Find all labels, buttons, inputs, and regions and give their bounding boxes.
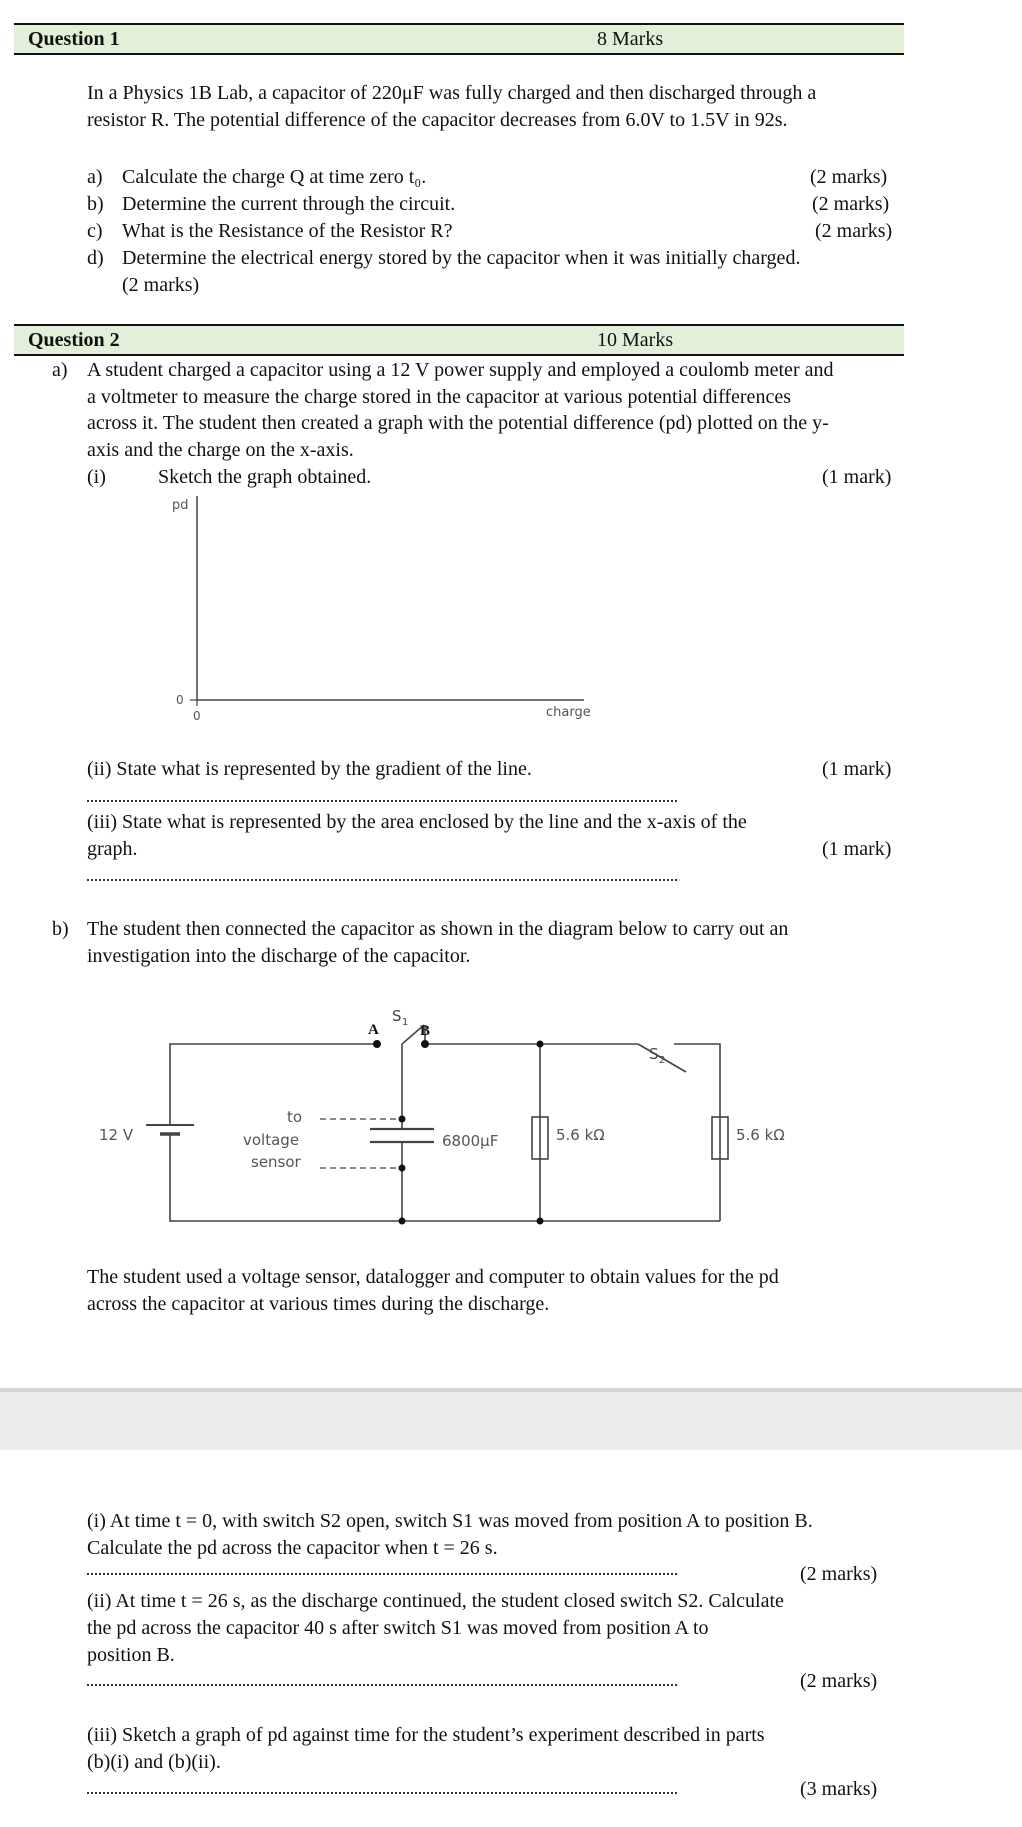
graph-y-zero: 0 [176, 693, 184, 707]
q1-item-c-marks: (2 marks) [815, 220, 893, 242]
q1-item-c-text: What is the Resistance of the Resistor R? [122, 220, 453, 242]
switch-s2-label: S [649, 1045, 659, 1063]
q2-a-iii-marks: (1 mark) [822, 838, 892, 860]
q2-a-line-3: across it. The student then created a graph with the potential difference (pd) plotted on the y- [87, 412, 829, 434]
pd-charge-graph [160, 490, 600, 730]
q1-intro-line-2: resistor R. The potential difference of the capacitor decreases from 6.0V to 1.5V in 92s. [87, 109, 788, 131]
switch-s2-subscript: 2 [659, 1055, 666, 1066]
switch-s1-subscript: 1 [402, 1017, 409, 1028]
question-1-header [14, 23, 904, 55]
q2-a-i-text: Sketch the graph obtained. [158, 466, 372, 488]
q2-b-ii-line-1: (ii) At time t = 26 s, as the discharge continued, the student closed switch S2. Calculate [87, 1590, 784, 1612]
switch-terminal-b [421, 1040, 429, 1048]
answer-line [87, 800, 677, 802]
q2-a-line-1: A student charged a capacitor using a 12 V power supply and employed a coulomb meter and [87, 359, 834, 381]
q2-part-a-label: a) [52, 359, 68, 381]
question-1-title: Question 1 [28, 28, 120, 50]
q1-item-d-text: Determine the electrical energy stored by the capacitor when it was initially charged. [122, 247, 801, 269]
q2-b-line-2: investigation into the discharge of the capacitor. [87, 945, 471, 967]
q2-b-i-line-2: Calculate the pd across the capacitor when t = 26 s. [87, 1537, 498, 1559]
q2-a-iii-line-1: (iii) State what is represented by the area enclosed by the line and the x-axis of the [87, 811, 747, 833]
resistor-1-label: 5.6 kΩ [556, 1126, 605, 1144]
junction-dot [537, 1041, 544, 1048]
q2-a-ii-marks: (1 mark) [822, 758, 892, 780]
position-b-label: B [420, 1023, 431, 1039]
q1-item-b-marks: (2 marks) [812, 193, 890, 215]
answer-line [87, 1792, 677, 1794]
junction-dot [399, 1218, 406, 1225]
q1-item-b-text: Determine the current through the circuit. [122, 193, 456, 215]
q1-item-b-label: b) [87, 193, 104, 215]
q1-item-d-marks: (2 marks) [122, 274, 200, 296]
supply-label: 12 V [99, 1126, 134, 1144]
q2-a-line-2: a voltmeter to measure the charge stored in the capacitor at various potential differences [87, 386, 791, 408]
sensor-label-sensor: sensor [251, 1153, 301, 1171]
switch-s1-label: S [392, 1007, 402, 1025]
graph-y-label: pd [172, 498, 189, 513]
question-2-marks: 10 Marks [597, 329, 674, 351]
q2-b-ii-line-3: position B. [87, 1644, 175, 1666]
q1-item-c-label: c) [87, 220, 103, 242]
q1-item-a-label: a) [87, 166, 103, 188]
q2-a-line-4: axis and the charge on the x-axis. [87, 439, 354, 461]
position-a-label: A [368, 1022, 379, 1038]
page-separator [0, 1388, 1022, 1450]
answer-line [87, 1684, 677, 1686]
q2-a-i-marks: (1 mark) [822, 466, 892, 488]
capacitor-label: 6800μF [442, 1132, 499, 1150]
q1-item-a-marks: (2 marks) [810, 166, 888, 188]
question-2-header [14, 324, 904, 356]
q1-intro-line-1: In a Physics 1B Lab, a capacitor of 220μF was fully charged and then discharged through a [87, 82, 817, 104]
q2-b-iii-line-1: (iii) Sketch a graph of pd against time for the student’s experiment described in parts [87, 1724, 765, 1746]
graph-x-zero: 0 [193, 709, 201, 723]
q2-a-ii-text: (ii) State what is represented by the gradient of the line. [87, 758, 532, 780]
q1-item-a-text: Calculate the charge Q at time zero t₀. [122, 166, 427, 188]
q2-sensor-line-1: The student used a voltage sensor, datalogger and computer to obtain values for the pd [87, 1266, 779, 1288]
wire-b-to-r1 [425, 1025, 540, 1221]
junction-dot [399, 1116, 406, 1123]
q2-b-iii-marks: (3 marks) [800, 1778, 878, 1800]
wire-top-left [170, 1044, 377, 1125]
sensor-label-to: to [287, 1108, 303, 1126]
wire-s2-to-r2 [674, 1044, 720, 1221]
q2-b-line-1: The student then connected the capacitor as shown in the diagram below to carry out an [87, 918, 789, 940]
q2-b-i-marks: (2 marks) [800, 1563, 878, 1585]
discharge-circuit-diagram [80, 995, 820, 1240]
graph-x-label: charge [546, 705, 591, 720]
answer-line [87, 1573, 677, 1575]
q2-part-b-label: b) [52, 918, 69, 940]
question-1-marks: 8 Marks [597, 28, 664, 50]
junction-dot [399, 1165, 406, 1172]
q2-b-iii-line-2: (b)(i) and (b)(ii). [87, 1751, 221, 1773]
switch-terminal-a [373, 1040, 381, 1048]
q2-sensor-line-2: across the capacitor at various times during the discharge. [87, 1293, 550, 1315]
q1-item-d-label: d) [87, 247, 104, 269]
answer-line [87, 879, 677, 881]
q2-b-i-line-1: (i) At time t = 0, with switch S2 open, switch S1 was moved from position A to position B. [87, 1510, 813, 1532]
q2-b-ii-line-2: the pd across the capacitor 40 s after switch S1 was moved from position A to [87, 1617, 709, 1639]
question-2-title: Question 2 [28, 329, 120, 351]
q2-a-iii-line-2: graph. [87, 838, 138, 860]
resistor-2-label: 5.6 kΩ [736, 1126, 785, 1144]
q2-b-ii-marks: (2 marks) [800, 1670, 878, 1692]
q2-a-i-label: (i) [87, 466, 106, 488]
junction-dot [537, 1218, 544, 1225]
sensor-label-voltage: voltage [243, 1131, 300, 1149]
